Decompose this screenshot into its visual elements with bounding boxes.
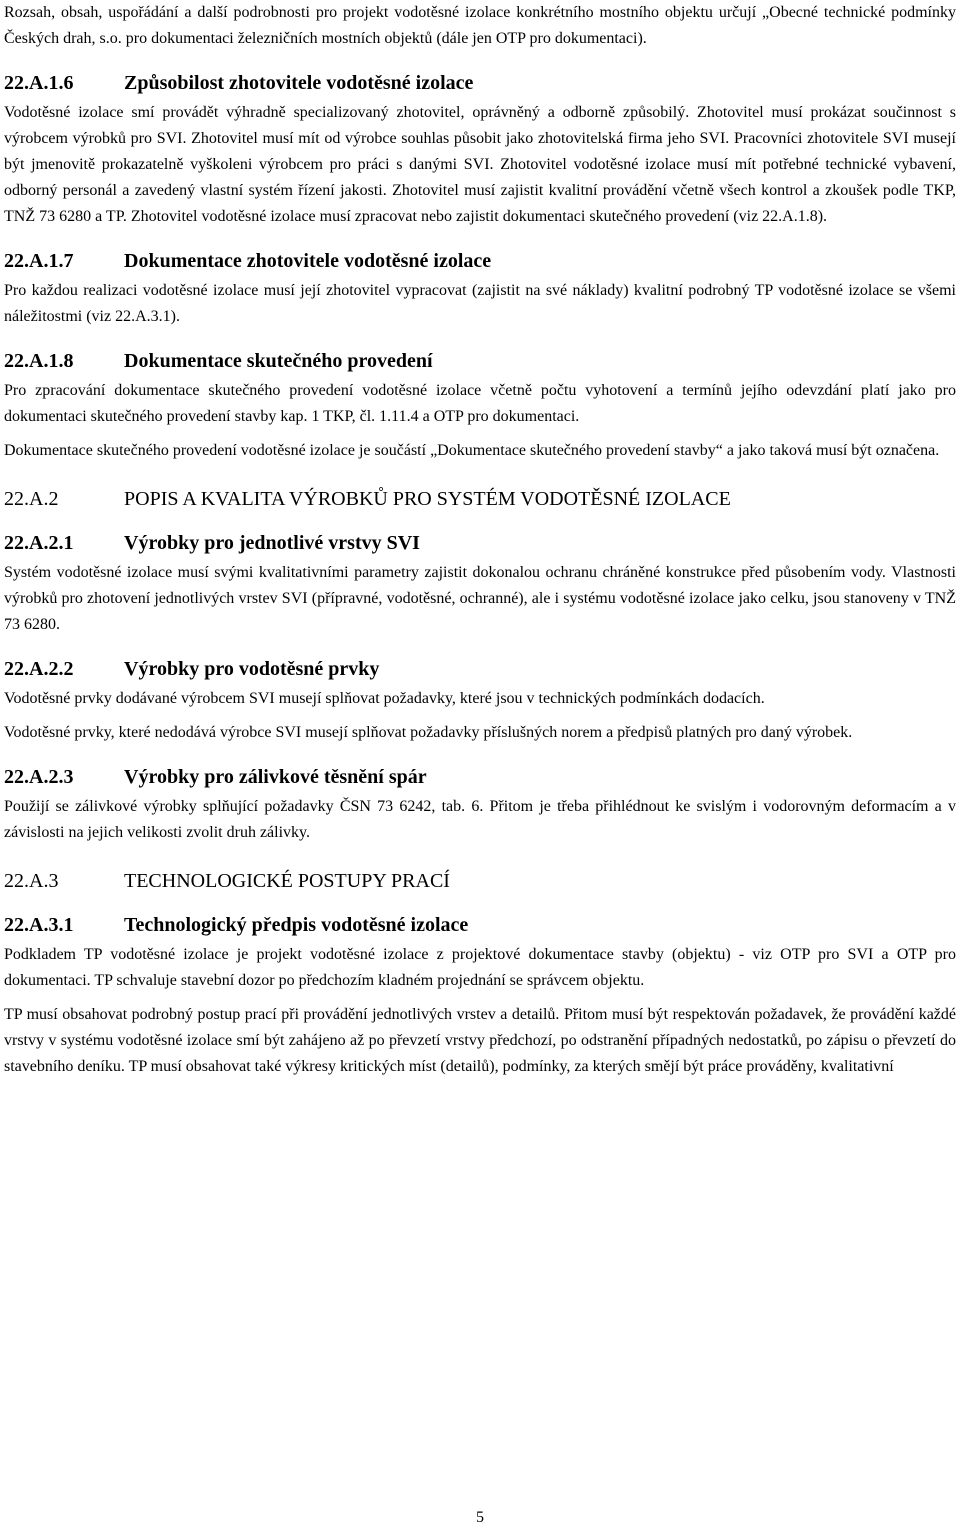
section-heading: 22.A.1.7 Dokumentace zhotovitele vodotěsné izolace [4, 250, 492, 272]
chapter-heading: 22.A.2 POPIS A KVALITA VÝROBKŮ PRO SYSTÉM VODOTĚSNÉ IZOLACE [4, 488, 731, 510]
section-paragraph: Pro každou realizaci vodotěsné izolace musí její zhotovitel vypracovat (zajistit na své náklady) kvalitní podrobný TP vodotěsné izolace se všemi náležitostmi (viz 22.A.3.1). [4, 282, 956, 325]
section-heading: 22.A.2.1 Výrobky pro jednotlivé vrstvy SVI [4, 532, 420, 554]
section-paragraph: Pro zpracování dokumentace skutečného provedení vodotěsné izolace včetně počtu vyhotovení a termínů jejího odevzdání platí jako pro dokumentaci skutečného provedení stavby kap. 1 TKP, čl. 1.11.4 a OTP pro dokumentaci. [4, 382, 956, 425]
section-heading: 22.A.2.3 Výrobky pro zálivkové těsnění spár [4, 766, 427, 788]
section-heading: 22.A.3.1 Technologický předpis vodotěsné izolace [4, 914, 469, 936]
section-paragraph: Vodotěsné prvky dodávané výrobcem SVI musejí splňovat požadavky, které jsou v technických podmínkách dodacích. [4, 690, 765, 707]
section-paragraph: TP musí obsahovat podrobný postup prací při provádění jednotlivých vrstev a detailů. Přitom musí být respektován požadavek, že provádění každé vrstvy v systému vodotěsné izolace smí být zahájeno až po převzetí vrstvy předchozí, po odstranění případných nedostatků, po zápisu o převzetí do stavebního deníku. TP musí obsahovat také výkresy kritických míst (detailů), podmínky, za kterých smějí být práce prováděny, kvalitativní [4, 1006, 956, 1075]
section-paragraph: Použijí se zálivkové výrobky splňující požadavky ČSN 73 6242, tab. 6. Přitom je třeba přihlédnout ke svislým i vodorovným deformacím a v závislosti na jejich velikosti zvolit druh zálivky. [4, 798, 956, 841]
chapter-heading: 22.A.3 TECHNOLOGICKÉ POSTUPY PRACÍ [4, 870, 450, 892]
section-paragraph: Dokumentace skutečného provedení vodotěsné izolace je součástí „Dokumentace skutečného provedení stavby“ a jako taková musí být označena. [4, 442, 940, 459]
section-heading: 22.A.1.6 Způsobilost zhotovitele vodotěsné izolace [4, 72, 474, 94]
intro-paragraph: Rozsah, obsah, uspořádání a další podrobnosti pro projekt vodotěsné izolace konkrétního mostního objektu určují „Obecné technické podmínky Českých drah, s.o. pro dokumentaci železničních mostních objektů (dále jen OTP pro dokumentaci). [4, 4, 956, 47]
section-heading: 22.A.1.8 Dokumentace skutečného provedení [4, 350, 433, 372]
section-paragraph: Systém vodotěsné izolace musí svými kvalitativními parametry zajistit dokonalou ochranu chráněné konstrukce před působením vody. Vlastnosti výrobků pro zhotovení jednotlivých vrstev SVI (přípravné, vodotěsné, ochranné), ale i systému vodotěsné izolace jako celku, jsou stanoveny v TNŽ 73 6280. [4, 564, 956, 633]
page-number: 5 [476, 1509, 484, 1526]
section-paragraph: Podkladem TP vodotěsné izolace je projekt vodotěsné izolace z projektové dokumentace stavby (objektu) - viz OTP pro SVI a OTP pro dokumentaci. TP schvaluje stavební dozor po předchozím kladném projednání se správcem objektu. [4, 946, 956, 989]
section-paragraph: Vodotěsné izolace smí provádět výhradně specializovaný zhotovitel, oprávněný a odborně způsobilý. Zhotovitel musí prokázat součinnost s výrobcem výrobků pro SVI. Zhotovitel musí mít od výrobce souhlas působit jako zhotovitelská firma jeho SVI. Pracovníci zhotovitele SVI musejí být jmenovitě prokazatelně vyškoleni výrobcem pro práci s danými SVI. Zhotovitel vodotěsné izolace musí mít potřebné technické vybavení, odborný personál a zavedený vlastní systém řízení jakosti. Zhotovitel musí zajistit kvalitní provádění včetně všech kontrol a zkoušek podle TKP, TNŽ 73 6280 a TP. Zhotovitel vodotěsné izolace musí zpracovat nebo zajistit dokumentaci skutečného provedení (viz 22.A.1.8). [4, 104, 956, 225]
section-heading: 22.A.2.2 Výrobky pro vodotěsné prvky [4, 658, 380, 680]
section-paragraph: Vodotěsné prvky, které nedodává výrobce SVI musejí splňovat požadavky příslušných norem a předpisů platných pro daný výrobek. [4, 724, 853, 741]
